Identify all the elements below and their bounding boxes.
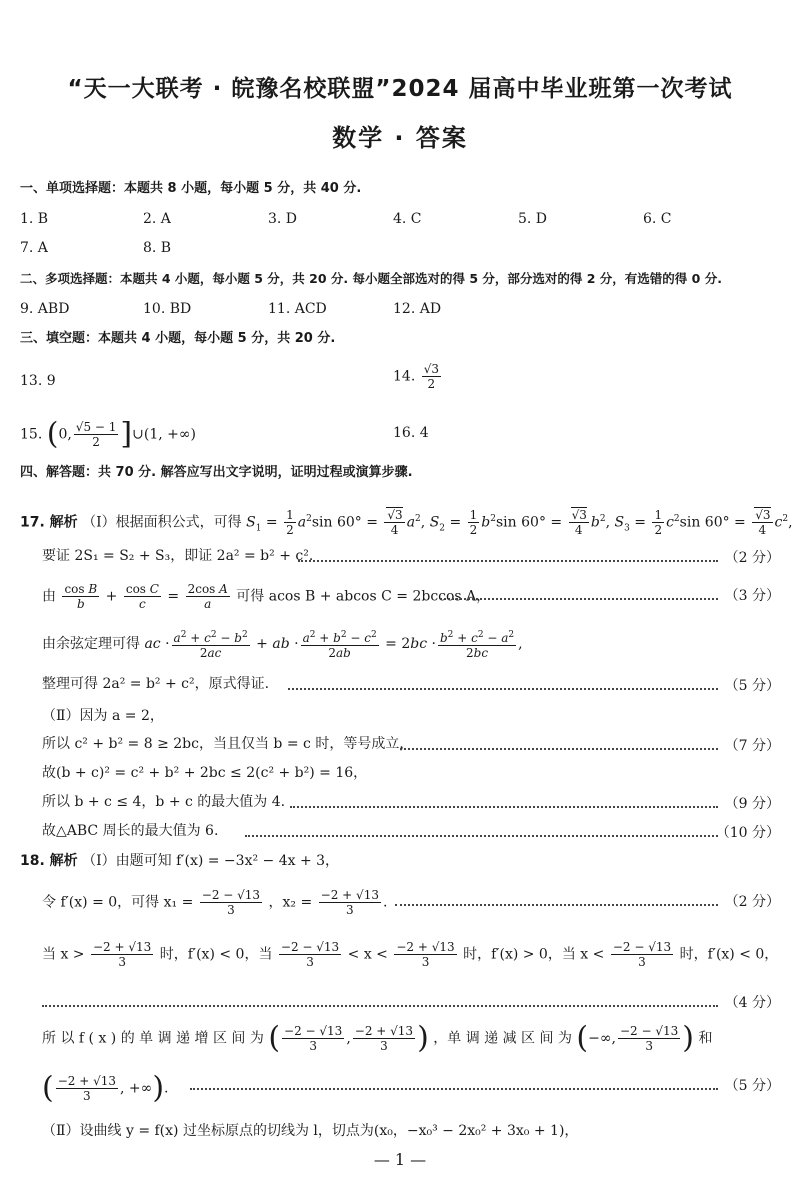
q18-line-4: 所 以 f ( x ) 的 单 调 递 增 区 间 为 ( $\frac{-2 - √13}{3}$ , $\frac{-2 + √13}{3}$ ) ，单 调 递 减 区 间 为 (−∞, $\frac{-2 - √13}{3}$ ) 和 bbox=[42, 1020, 713, 1056]
root-numerator: −2 − √13 bbox=[280, 940, 340, 954]
root-denominator: 3 bbox=[306, 955, 314, 969]
leader-dots bbox=[400, 748, 718, 750]
section3-heading: 三、填空题：本题共 4 小题，每小题 5 分，共 20 分. bbox=[20, 331, 336, 346]
answer-9: 9. ABD bbox=[20, 301, 70, 317]
answer-2: 2. A bbox=[143, 211, 171, 227]
answer-14 bbox=[393, 362, 443, 391]
answer-3: 3. D bbox=[268, 211, 298, 227]
q18-text-4a: 所 以 f ( x ) 的 单 调 递 增 区 间 为 bbox=[42, 1030, 264, 1047]
root-numerator: −2 − √13 bbox=[201, 888, 261, 902]
q18-score-4: （4 分） bbox=[724, 995, 780, 1011]
q17-score-2: （2 分） bbox=[724, 550, 780, 566]
root-numerator: −2 − √13 bbox=[284, 1024, 343, 1038]
root-numerator: −2 + √13 bbox=[57, 1074, 117, 1088]
q18-text-3a: 当 x > bbox=[42, 946, 85, 963]
leader-dots bbox=[245, 835, 718, 837]
root-numerator: −2 + √13 bbox=[320, 888, 379, 902]
section2-heading: 二、多项选择题：本题共 4 小题，每小题 5 分，共 20 分. 每小题全部选对的得 5 分，部分选对的得 2 分，有选错的得 0 分. bbox=[20, 271, 722, 286]
answer-14-numerator: √3 bbox=[423, 362, 439, 376]
page-subtitle: 数学 · 答案 bbox=[332, 124, 468, 152]
root-numerator: −2 + √13 bbox=[396, 940, 455, 954]
leader-dots bbox=[440, 598, 718, 600]
answer-15: 15. (0, $\frac{√5 - 1}{2}$ ]∪(1, +∞) bbox=[20, 416, 196, 452]
q17-line-9: 所以 b + c ≤ 4，b + c 的最大值为 4. bbox=[42, 794, 286, 810]
q18-score-5: （5 分） bbox=[724, 1078, 780, 1094]
q17-text-3b: 可得 acos B + abcos C = 2bccos A， bbox=[236, 588, 491, 605]
root-numerator: −2 + √13 bbox=[92, 940, 152, 954]
q17-label: 17. 解析 bbox=[20, 514, 78, 531]
answer-1: 1. B bbox=[20, 211, 49, 227]
q17-line-5: 整理可得 2a² = b² + c²，原式得证. bbox=[42, 676, 270, 692]
root-numerator: −2 − √13 bbox=[612, 940, 672, 954]
q18-line-3 bbox=[42, 940, 778, 969]
q18-label: 18. 解析 bbox=[20, 853, 78, 869]
answer-15-tail: ∪(1, +∞) bbox=[132, 426, 196, 443]
q18-text-4c: 和 bbox=[698, 1030, 713, 1047]
q17-line-8: 故(b + c)² = c² + b² + 2bc ≤ 2(c² + b²) = 16， bbox=[42, 765, 368, 781]
q17-line-2: 要证 2S₁ = S₂ + S₃，即证 2a² = b² + c². bbox=[42, 548, 314, 564]
root-numerator: −2 + √13 bbox=[354, 1024, 414, 1038]
root-denominator: 3 bbox=[118, 955, 126, 969]
answer-14-label: 14. bbox=[393, 368, 416, 385]
leader-dots bbox=[298, 560, 718, 562]
q17-text-1: （Ⅰ）根据面积公式，可得 bbox=[82, 514, 242, 531]
neg-infinity: −∞ bbox=[588, 1030, 612, 1047]
root-denominator: 3 bbox=[421, 955, 430, 969]
q17-text-3a: 由 bbox=[42, 588, 56, 605]
answer-10: 10. BD bbox=[143, 301, 192, 317]
q17-line-7: 所以 c² + b² = 8 ≥ 2bc，当且仅当 b = c 时，等号成立， bbox=[42, 736, 414, 752]
q18-line-1 bbox=[20, 852, 339, 870]
root-denominator: 3 bbox=[83, 1089, 91, 1103]
root-denominator: 3 bbox=[227, 903, 235, 917]
answer-14-denominator: 2 bbox=[427, 377, 436, 391]
answer-15-numerator: √5 − 1 bbox=[75, 420, 117, 434]
answer-15-denominator: 2 bbox=[92, 435, 100, 449]
answer-8: 8. B bbox=[143, 240, 172, 256]
leader-dots bbox=[290, 806, 718, 808]
q17-line-10: 故△ABC 周长的最大值为 6. bbox=[42, 823, 219, 839]
root-numerator: −2 − √13 bbox=[619, 1024, 679, 1038]
infinity: +∞ bbox=[128, 1080, 153, 1097]
q18-text-3d: 时，f′(x) > 0，当 x < bbox=[463, 946, 605, 963]
exam-title: “天一大联考 · 皖豫名校联盟”2024 届高中毕业班第一次考试 bbox=[67, 76, 733, 102]
q17-score-5: （5 分） bbox=[724, 678, 780, 694]
answer-13: 13. 9 bbox=[20, 373, 56, 389]
q17-score-3: （3 分） bbox=[724, 588, 780, 604]
answer-11: 11. ACD bbox=[268, 301, 327, 317]
answer-4: 4. C bbox=[393, 211, 422, 227]
q17-text-4: 由余弦定理可得 bbox=[42, 636, 140, 652]
answer-16: 16. 4 bbox=[393, 425, 429, 441]
q17-line-3: 由 $\frac{\text{cos B}}{b}$ + $\frac{\text{cos C}}{c}$ = $\frac{\text{2cos A}}{a}$ 可得 acos B + abcos C = 2bccos A， bbox=[42, 582, 491, 611]
q18-text-3e: 时，f′(x) < 0， bbox=[679, 946, 779, 963]
q18-text-2b: ，x₂ = bbox=[268, 894, 313, 911]
section1-heading: 一、单项选择题：本题共 8 小题，每小题 5 分，共 40 分. bbox=[20, 181, 362, 196]
q17-line-6: （Ⅱ）因为 a = 2， bbox=[42, 708, 164, 724]
answer-15-label: 15. bbox=[20, 426, 43, 443]
q18-line-6: （Ⅱ）设曲线 y = f(x) 过坐标原点的切线为 l，切点为(x₀，−x₀³ − 2x₀² + 3x₀ + 1)， bbox=[42, 1123, 579, 1139]
q18-text-1: （Ⅰ）由题可知 f′(x) = −3x² − 4x + 3， bbox=[82, 853, 340, 869]
leader-dots bbox=[42, 1005, 718, 1007]
root-denominator: 3 bbox=[380, 1039, 388, 1053]
q17-score-9: （9 分） bbox=[724, 796, 780, 812]
root-denominator: 3 bbox=[638, 955, 646, 969]
leader-dots bbox=[395, 904, 718, 906]
q18-text-3b: 时，f′(x) < 0，当 bbox=[159, 946, 273, 963]
q17-score-10: （10 分） bbox=[715, 825, 780, 841]
root-denominator: 3 bbox=[346, 903, 354, 917]
q18-text-4b: ，单 调 递 减 区 间 为 bbox=[433, 1030, 572, 1047]
answer-12: 12. AD bbox=[393, 301, 442, 317]
q18-text-3c: < x < bbox=[347, 946, 388, 963]
q18-score-2: （2 分） bbox=[724, 894, 780, 910]
q18-line-5: ( $\frac{-2 + √13}{3}$ , +∞). bbox=[42, 1070, 169, 1106]
leader-dots bbox=[288, 688, 718, 690]
root-denominator: 3 bbox=[645, 1039, 653, 1053]
q18-text-2a: 令 f′(x) = 0，可得 x₁ = bbox=[42, 894, 194, 911]
q18-line-2: 令 f′(x) = 0，可得 x₁ = $\frac{-2 - √13}{3}$ ，x₂ = $\frac{-2 + √13}{3}$ . bbox=[42, 888, 388, 917]
page-number: — 1 — bbox=[373, 1150, 427, 1169]
section4-heading: 四、解答题：共 70 分. 解答应写出文字说明，证明过程或演算步骤. bbox=[20, 465, 413, 480]
q17-line-4: 由余弦定理可得 ac · $\frac{a^2 + c^2 - b^2}{2ac}$ + ab · $\frac{a^2 + b^2 - c^2}{2ab}$ = 2bc · $\frac{b^2 + c^2 - a^2}{2bc}$ , bbox=[42, 630, 523, 660]
answer-5: 5. D bbox=[518, 211, 548, 227]
q17-score-7: （7 分） bbox=[724, 738, 780, 754]
root-denominator: 3 bbox=[309, 1039, 317, 1053]
q17-line-1: 17. 解析 （Ⅰ）根据面积公式，可得 $S_1$ = $\frac{1}{2}$ $a^2\sin$ 60° = $\frac{√3}{4}$ $a^2$, $S_2$ = $\frac{1}{2}$ $b^2\sin$ 60° = $\frac{√3}{4}$ $b^2$, $S_3$ = $\frac{1}{2}$ $c^2\sin$ 60° = $\frac{√3}{4}$ $c^2$, bbox=[20, 508, 793, 537]
answer-6: 6. C bbox=[643, 211, 672, 227]
leader-dots bbox=[190, 1088, 718, 1090]
answer-7: 7. A bbox=[20, 240, 48, 256]
